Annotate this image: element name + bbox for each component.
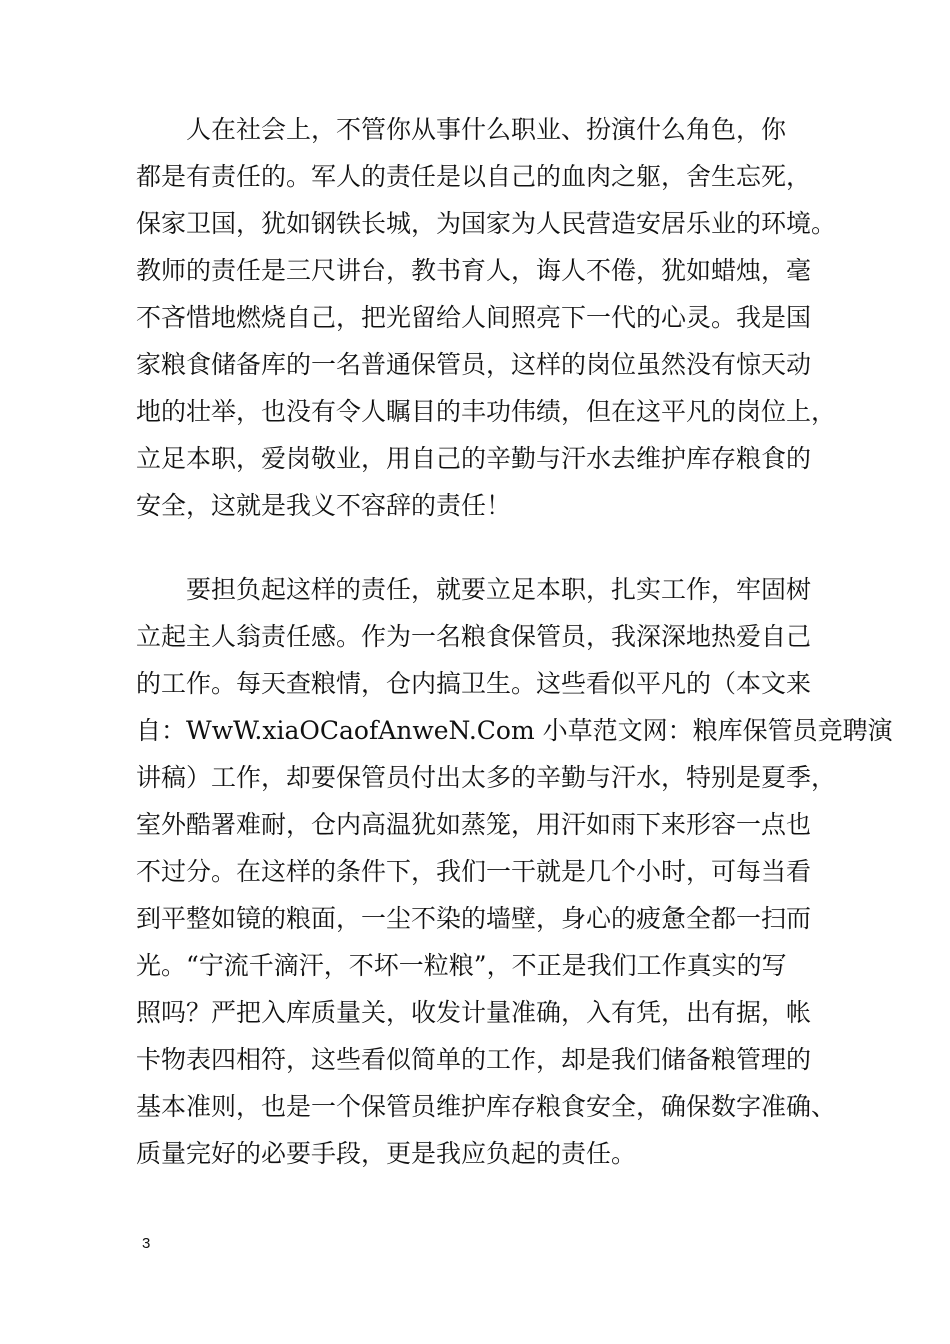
paragraph-line: 照吗？严把入库质量关，收发计量准确，入有凭，出有据，帐 bbox=[136, 998, 812, 1027]
paragraph-line: 的工作。每天查粮情，仓内搞卫生。这些看似平凡的（本文来 bbox=[136, 669, 812, 698]
paragraph-line: 地的壮举，也没有令人瞩目的丰功伟绩，但在这平凡的岗位上， bbox=[136, 397, 837, 426]
paragraph-line: 光。“宁流千滴汗，不坏一粒粮”，不正是我们工作真实的写 bbox=[136, 951, 787, 980]
paragraph-line: 不吝惜地燃烧自己，把光留给人间照亮下一代的心灵。我是国 bbox=[136, 303, 812, 332]
paragraph-line: 家粮食储备库的一名普通保管员，这样的岗位虽然没有惊天动 bbox=[136, 350, 812, 379]
paragraph-line: 自：WwW.xiaOCaofAnweN.Com 小草范文网：粮库保管员竞聘演 bbox=[136, 716, 893, 745]
paragraph-line: 都是有责任的。军人的责任是以自己的血肉之躯，舍生忘死， bbox=[136, 162, 812, 191]
paragraph-line: 不过分。在这样的条件下，我们一干就是几个小时，可每当看 bbox=[136, 857, 812, 886]
paragraph-line: 卡物表四相符，这些看似简单的工作，却是我们储备粮管理的 bbox=[136, 1045, 812, 1074]
paragraph-line: 安全，这就是我义不容辞的责任！ bbox=[136, 491, 512, 520]
paragraph-1 bbox=[136, 106, 836, 529]
paragraph-line: 保家卫国，犹如钢铁长城，为国家为人民营造安居乐业的环境。 bbox=[136, 209, 837, 238]
paragraph-line: 到平整如镜的粮面，一尘不染的墙壁，身心的疲惫全都一扫而 bbox=[136, 904, 812, 933]
paragraph-line: 基本准则，也是一个保管员维护库存粮食安全，确保数字准确、 bbox=[136, 1092, 837, 1121]
paragraph-line: 教师的责任是三尺讲台，教书育人，诲人不倦，犹如蜡烛，毫 bbox=[136, 256, 812, 285]
paragraph-line: 讲稿）工作，却要保管员付出太多的辛勤与汗水，特别是夏季， bbox=[136, 763, 837, 792]
paragraph-line: 立足本职，爱岗敬业，用自己的辛勤与汗水去维护库存粮食的 bbox=[136, 444, 812, 473]
page-number: 3 bbox=[142, 1235, 151, 1252]
paragraph-2 bbox=[136, 566, 893, 1177]
paragraph-line: 室外酷署难耐，仓内高温犹如蒸笼，用汗如雨下来形容一点也 bbox=[136, 810, 812, 839]
paragraph-line: 人在社会上，不管你从事什么职业、扮演什么角色，你 bbox=[136, 115, 787, 144]
paragraph-line: 立起主人翁责任感。作为一名粮食保管员，我深深地热爱自己 bbox=[136, 622, 812, 651]
paragraph-line: 要担负起这样的责任，就要立足本职，扎实工作，牢固树 bbox=[136, 575, 812, 604]
paragraph-line: 质量完好的必要手段，更是我应负起的责任。 bbox=[136, 1139, 637, 1168]
